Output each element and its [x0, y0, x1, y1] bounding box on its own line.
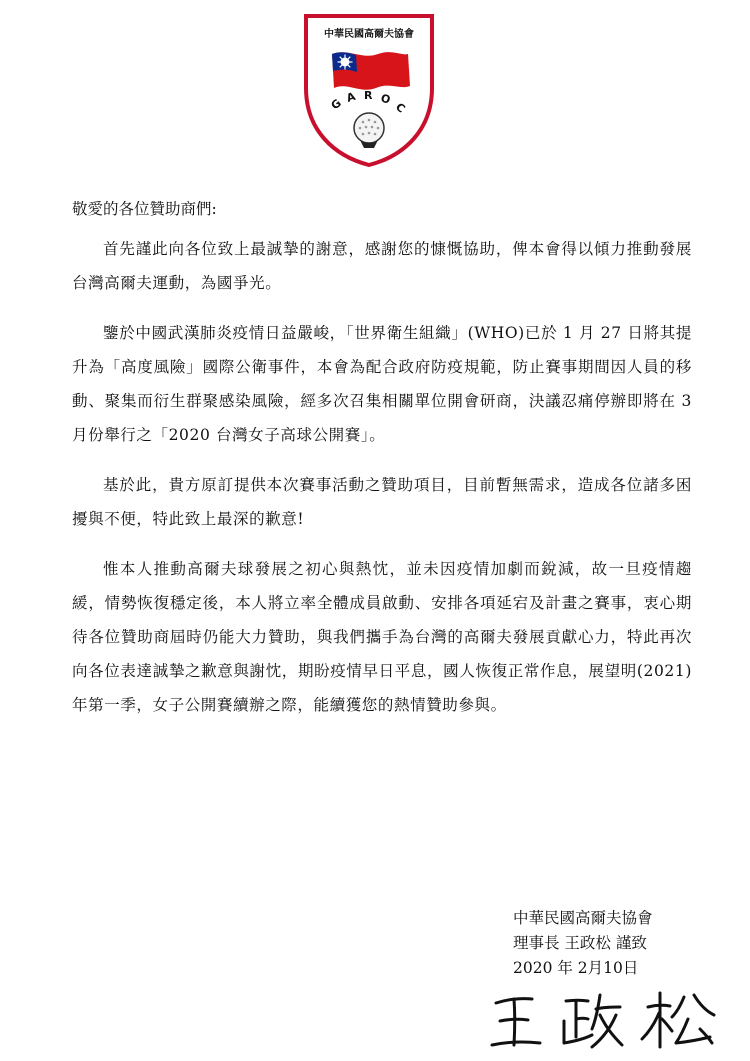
paragraph-apology: 基於此，貴方原訂提供本次賽事活動之贊助項目，目前暫無需求，造成各位諸多困擾與不便，特此致上最深的歉意!	[72, 476, 692, 528]
signoff-title: 理事長 王政松 謹致	[513, 934, 647, 952]
salutation: 敬愛的各位贊助商們:	[72, 200, 217, 218]
letter-body	[72, 198, 692, 738]
signoff-organization: 中華民國高爾夫協會	[513, 909, 653, 927]
signoff-date: 2020 年 2月10日	[513, 959, 639, 977]
association-logo	[300, 10, 438, 168]
signoff-block	[513, 906, 713, 981]
svg-text:A: A	[344, 89, 358, 105]
paragraph-cancellation: 鑒於中國武漢肺炎疫情日益嚴峻，「世界衛生組織」(WHO)已於 1 月 27 日將其提升為「高度風險」國際公衛事件，本會為配合政府防疫規範，防止賽事期間因人員的移動、聚集而衍生群聚感染風險，經多次召集相關單位開會研商，決議忍痛停辦即將在 3 月份舉行之「2020 台灣女子高球公開賽」。	[72, 324, 692, 444]
paragraph-thanks: 首先謹此向各位致上最誠摯的謝意，感謝您的慷慨協助，俾本會得以傾力推動發展台灣高爾夫運動，為國爭光。	[72, 240, 692, 292]
paragraph-future: 惟本人推動高爾夫球發展之初心與熱忱，並未因疫情加劇而銳減，故一旦疫情趨緩，情勢恢復穩定後，本人將立率全體成員啟動、安排各項延宕及計畫之賽事，衷心期待各位贊助商屆時仍能大力贊助，與我們攜手為台灣的高爾夫發展貢獻心力，特此再次向各位表達誠摯之歉意與謝忱，期盼疫情早日平息，國人恢復正常作息，展望明(2021)年第一季，女子公開賽續辦之際，能續獲您的熱情贊助參與。	[72, 560, 692, 714]
svg-text:O: O	[379, 91, 392, 107]
flag-icon	[332, 52, 410, 90]
logo-org-name: 中華民國高爾夫協會	[324, 29, 414, 40]
svg-text:G: G	[328, 96, 344, 113]
svg-text:C: C	[393, 100, 408, 116]
shield-emblem-icon	[300, 10, 438, 168]
svg-text:R: R	[364, 89, 373, 102]
handwritten-signature	[488, 985, 718, 1059]
